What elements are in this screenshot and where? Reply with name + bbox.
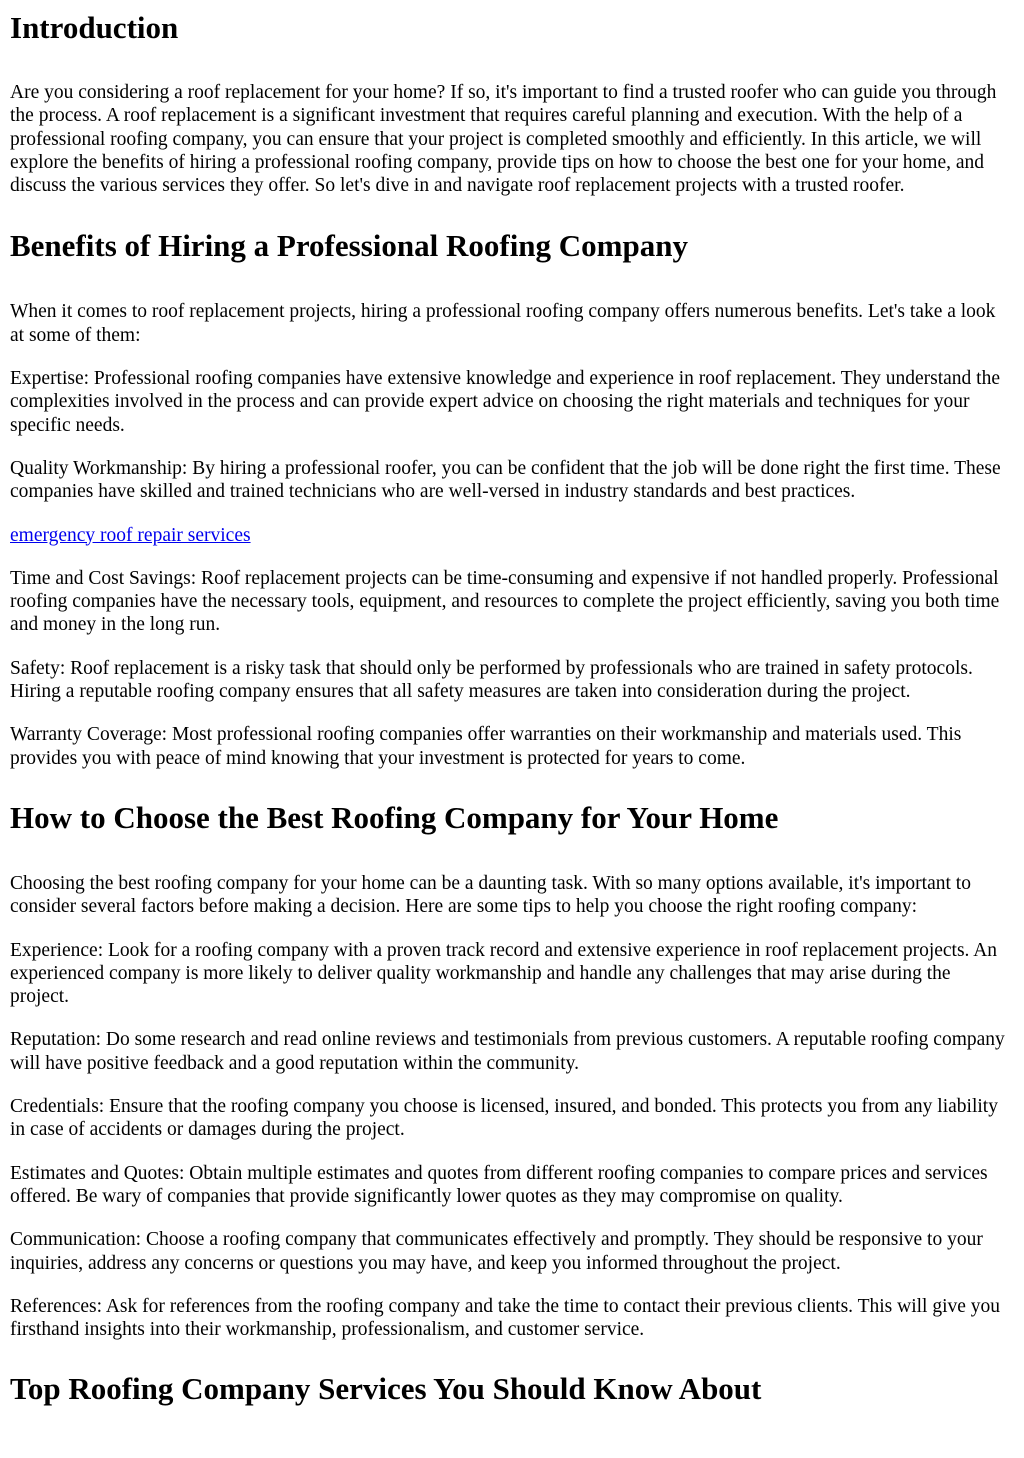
benefit-safety-paragraph: Safety: Roof replacement is a risky task that should only be performed by professionals who are trained in safety protocols. Hiring a reputable roofing company ensures that all safety measures are taken into consideration during the project. <box>10 657 973 703</box>
tip-experience-paragraph: Experience: Look for a roofing company with a proven track record and extensive experience in roof replacement projects. An experienced company is more likely to deliver quality workmanship and handle any challenges that may arise during the project. <box>10 939 998 1008</box>
emergency-roof-repair-link[interactable]: emergency roof repair services <box>10 524 251 546</box>
link-paragraph <box>10 524 1014 547</box>
benefit-warranty-paragraph: Warranty Coverage: Most professional roofing companies offer warranties on their workmanship and materials used. This provides you with peace of mind knowing that your investment is protected for years to come. <box>10 724 962 769</box>
benefits-intro-paragraph: When it comes to roof replacement projects, hiring a professional roofing company offers numerous benefits. Let's take a look at some of them: <box>10 301 996 346</box>
heading-top-services: Top Roofing Company Services You Should Know About <box>10 1371 762 1407</box>
tip-communication-paragraph: Communication: Choose a roofing company that communicates effectively and promptly. They should be responsive to your inquiries, address any concerns or questions you may have, and keep you informed throughout the project. <box>10 1229 983 1274</box>
tip-reputation-paragraph: Reputation: Do some research and read online reviews and testimonials from previous customers. A reputable roofing company will have positive feedback and a good reputation within the community. <box>10 1029 1005 1074</box>
heading-benefits: Benefits of Hiring a Professional Roofing Company <box>10 228 688 264</box>
intro-paragraph: Are you considering a roof replacement for your home? If so, it's important to find a trusted roofer who can guide you through the process. A roof replacement is a significant investment that requires careful planning and execution. With the help of a professional roofing company, you can ensure that your project is completed smoothly and efficiently. In this article, we will explore the benefits of hiring a professional roofing company, provide tips on how to choose the best one for your home, and discuss the various services they offer. So let's dive in and navigate roof replacement projects with a trusted roofer. <box>10 82 997 197</box>
benefit-time-cost-paragraph: Time and Cost Savings: Roof replacement projects can be time-consuming and expensive if not handled properly. Professional roofing companies have the necessary tools, equipment, and resources to complete the project efficiently, saving you both time and money in the long run. <box>10 567 1000 636</box>
choose-intro-paragraph: Choosing the best roofing company for your home can be a daunting task. With so many options available, it's important to consider several factors before making a decision. Here are some tips to help you choose the right roofing company: <box>10 872 971 918</box>
tip-estimates-paragraph: Estimates and Quotes: Obtain multiple estimates and quotes from different roofing companies to compare prices and services offered. Be wary of companies that provide significantly lower quotes as they may compromise on quality. <box>10 1162 988 1207</box>
article <box>0 10 1024 1407</box>
benefit-quality-paragraph: Quality Workmanship: By hiring a professional roofer, you can be confident that the job will be done right the first time. These companies have skilled and trained technicians who are well-versed in industry standards and best practices. <box>10 457 1001 503</box>
heading-introduction: Introduction <box>10 10 179 45</box>
tip-credentials-paragraph: Credentials: Ensure that the roofing company you choose is licensed, insured, and bonded. This protects you from any liability in case of accidents or damages during the project. <box>10 1096 998 1141</box>
benefit-expertise-paragraph: Expertise: Professional roofing companies have extensive knowledge and experience in roof replacement. They understand the complexities involved in the process and can provide expert advice on choosing the right materials and techniques for your specific needs. <box>10 368 1001 436</box>
tip-references-paragraph: References: Ask for references from the roofing company and take the time to contact their previous clients. This will give you firsthand insights into their workmanship, professionalism, and customer service. <box>10 1295 1001 1341</box>
heading-how-to-choose: How to Choose the Best Roofing Company for Your Home <box>10 799 779 835</box>
